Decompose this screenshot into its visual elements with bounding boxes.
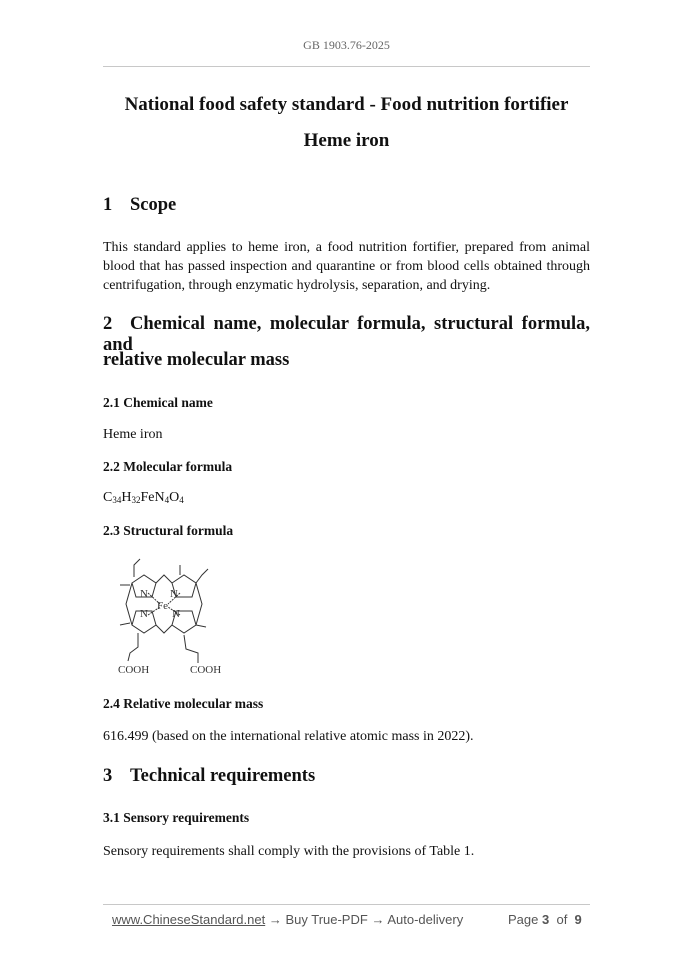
scope-paragraph: This standard applies to heme iron, a food nutrition fortifier, prepared from animal blood that has passed inspection and quarantine or from blood cells obtained through centrifugation, through enzymatic hydrolysis, separation, and drying. [103, 240, 590, 293]
section-2-3-heading: 2.3 Structural formula [103, 523, 234, 538]
sensory-text: Sensory requirements shall comply with the provisions of Table 1. [103, 844, 475, 859]
svg-text:COOH: COOH [190, 664, 222, 676]
svg-text:N: N [140, 608, 148, 620]
arrow-icon: → [371, 912, 385, 927]
section-2-4-heading: 2.4 Relative molecular mass [103, 696, 264, 711]
footer-rule [103, 904, 590, 905]
delivery-text: Auto-delivery [387, 912, 464, 927]
footer-promo [112, 912, 463, 927]
buy-text: Buy True-PDF [285, 912, 368, 927]
section-3-1-heading: 3.1 Sensory requirements [103, 810, 250, 825]
chemical-name: Heme iron [103, 427, 163, 442]
header-rule [103, 66, 590, 67]
section-3-heading: 3 Technical requirements [103, 766, 316, 786]
structural-formula-image [110, 555, 240, 680]
site-link[interactable]: www.ChineseStandard.net [112, 912, 266, 927]
section-2-heading: 2 Chemical name, molecular formula, structural formula, and [103, 314, 590, 355]
section-2-heading-cont: relative molecular mass [103, 350, 290, 370]
svg-text:Fe: Fe [157, 600, 168, 612]
section-1-heading: 1 Scope [103, 195, 177, 215]
doc-title: National food safety standard - Food nutrition fortifier [124, 94, 569, 115]
svg-text:N: N [170, 588, 178, 600]
header-doc-id: GB 1903.76-2025 [303, 38, 390, 52]
molecular-mass: 616.499 (based on the international relative atomic mass in 2022). [103, 729, 474, 744]
arrow-icon: → [268, 912, 282, 927]
svg-text:N: N [172, 608, 180, 620]
section-2-1-heading: 2.1 Chemical name [103, 395, 213, 410]
svg-text:COOH: COOH [118, 664, 150, 676]
doc-subtitle: Heme iron [303, 130, 390, 151]
page-number: Page 3 of 9 [508, 912, 582, 927]
svg-text:N: N [140, 588, 148, 600]
molecular-formula: $C_{34}H_{32}FeN_4O_4$ [103, 490, 184, 505]
section-2-2-heading: 2.2 Molecular formula [103, 459, 233, 474]
